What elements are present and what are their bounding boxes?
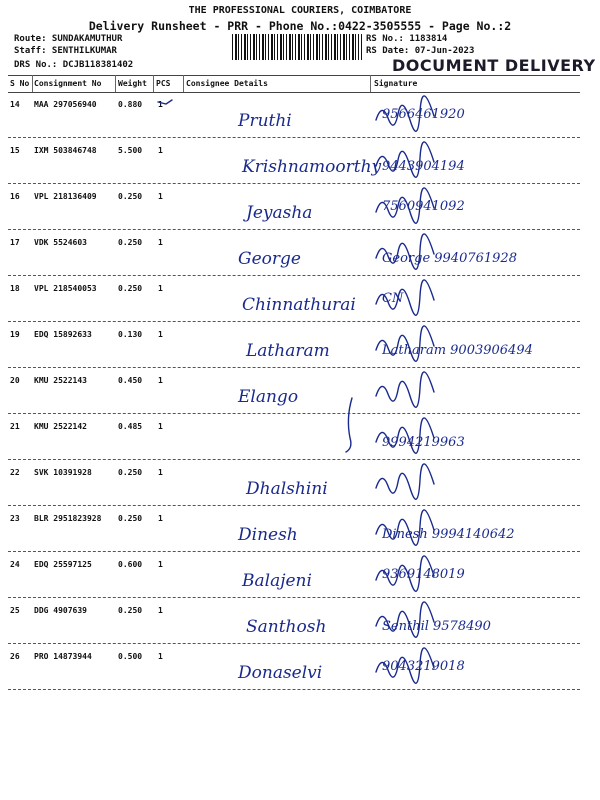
serial-number: 23 xyxy=(10,514,20,523)
signature-handwriting: Latharam 9003906494 xyxy=(382,343,533,358)
col-weight: Weight xyxy=(118,79,147,88)
signature-handwriting: 7560941092 xyxy=(382,199,465,214)
pcs-value: 1 xyxy=(158,606,163,615)
consignment-number: SVK 10391928 xyxy=(34,468,92,477)
rs-number: RS No.: 1183814 xyxy=(366,34,448,44)
pcs-value: 1 xyxy=(158,560,163,569)
pcs-value: 1 xyxy=(158,422,163,431)
col-consignee: Consignee Details xyxy=(186,79,268,88)
pcs-value: 1 xyxy=(158,192,163,201)
weight-value: 0.250 xyxy=(118,514,143,523)
col-pcs: PCS xyxy=(156,79,171,88)
consignee-handwriting: Chinnathurai xyxy=(242,295,356,315)
pcs-value: 1 xyxy=(158,514,163,523)
consignment-number: EDQ 15892633 xyxy=(34,330,92,339)
weight-value: 0.880 xyxy=(118,100,143,109)
consignment-number: DDG 4907639 xyxy=(34,606,87,615)
consignment-number: KMU 2522142 xyxy=(34,422,87,431)
weight-value: 0.250 xyxy=(118,238,143,247)
pcs-value: 1 xyxy=(158,376,163,385)
weight-value: 0.500 xyxy=(118,652,143,661)
weight-value: 0.485 xyxy=(118,422,143,431)
weight-value: 5.500 xyxy=(118,146,143,155)
weight-value: 0.250 xyxy=(118,192,143,201)
signature-stroke xyxy=(346,398,352,452)
col-consignment: Consignment No xyxy=(34,79,102,88)
serial-number: 26 xyxy=(10,652,20,661)
consignee-handwriting: Latharam xyxy=(246,341,330,361)
signature-handwriting: 9043219018 xyxy=(382,659,465,674)
signature-handwriting: Dinesh 9994140642 xyxy=(382,527,515,542)
consignee-handwriting: Elango xyxy=(238,387,299,407)
signature-scribble xyxy=(376,464,434,499)
serial-number: 25 xyxy=(10,606,20,615)
signature-handwriting: 9369148019 xyxy=(382,567,465,582)
consignment-number: MAA 297056940 xyxy=(34,100,97,109)
consignment-number: VDK 5524603 xyxy=(34,238,87,247)
signature-handwriting: 9566461920 xyxy=(382,107,465,122)
serial-number: 19 xyxy=(10,330,20,339)
serial-number: 15 xyxy=(10,146,20,155)
weight-value: 0.450 xyxy=(118,376,143,385)
serial-number: 21 xyxy=(10,422,20,431)
pcs-value: 1 xyxy=(158,652,163,661)
weight-value: 0.600 xyxy=(118,560,143,569)
col-signature: Signature xyxy=(374,79,418,88)
weight-value: 0.250 xyxy=(118,284,143,293)
weight-value: 0.250 xyxy=(118,468,143,477)
document-delivery-stamp: DOCUMENT DELIVERY xyxy=(392,56,596,75)
rs-date: RS Date: 07-Jun-2023 xyxy=(366,46,475,56)
weight-value: 0.130 xyxy=(118,330,143,339)
serial-number: 24 xyxy=(10,560,20,569)
document-title: THE PROFESSIONAL COURIERS, COIMBATORE xyxy=(188,5,412,16)
staff-label: Staff: SENTHILKUMAR xyxy=(14,46,117,56)
pcs-value: 1 xyxy=(158,284,163,293)
consignment-number: IXM 503846748 xyxy=(34,146,97,155)
serial-number: 18 xyxy=(10,284,20,293)
consignment-number: BLR 2951823928 xyxy=(34,514,102,523)
tick-mark xyxy=(158,100,172,104)
consignee-handwriting: Jeyasha xyxy=(246,203,313,223)
serial-number: 16 xyxy=(10,192,20,201)
signature-scribble xyxy=(376,372,434,407)
drs-label: DRS No.: DCJB118381402 xyxy=(14,60,134,70)
serial-number: 17 xyxy=(10,238,20,247)
pcs-value: 1 xyxy=(158,100,163,109)
consignment-number: KMU 2522143 xyxy=(34,376,87,385)
signature-handwriting: 9994219963 xyxy=(382,435,465,450)
pcs-value: 1 xyxy=(158,238,163,247)
serial-number: 22 xyxy=(10,468,20,477)
signature-handwriting: CN xyxy=(382,291,404,306)
weight-value: 0.250 xyxy=(118,606,143,615)
signature-handwriting: George 9940761928 xyxy=(382,251,517,266)
consignee-handwriting: Krishnamoorthy xyxy=(242,157,382,177)
consignment-number: VPL 218540053 xyxy=(34,284,97,293)
route-label: Route: SUNDAKAMUTHUR xyxy=(14,34,123,44)
signature-handwriting: 9443904194 xyxy=(382,159,465,174)
consignee-handwriting: Santhosh xyxy=(246,617,327,637)
pcs-value: 1 xyxy=(158,146,163,155)
consignment-number: PRO 14873944 xyxy=(34,652,92,661)
consignee-handwriting: Dinesh xyxy=(238,525,298,545)
pcs-value: 1 xyxy=(158,468,163,477)
consignee-handwriting: George xyxy=(238,249,301,269)
consignee-handwriting: Dhalshini xyxy=(246,479,328,499)
col-sno: S No xyxy=(10,79,30,88)
consignment-number: VPL 218136409 xyxy=(34,192,97,201)
consignee-handwriting: Pruthi xyxy=(238,111,292,131)
pcs-value: 1 xyxy=(158,330,163,339)
consignee-handwriting: Donaselvi xyxy=(238,663,323,683)
document-subtitle: Delivery Runsheet - PRR - Phone No.:0422-3505555 - Page No.:2 xyxy=(88,19,512,33)
signature-handwriting: Senthil 9578490 xyxy=(382,619,491,634)
consignment-number: EDQ 25597125 xyxy=(34,560,92,569)
consignee-handwriting: Balajeni xyxy=(242,571,312,591)
serial-number: 14 xyxy=(10,100,20,109)
serial-number: 20 xyxy=(10,376,20,385)
